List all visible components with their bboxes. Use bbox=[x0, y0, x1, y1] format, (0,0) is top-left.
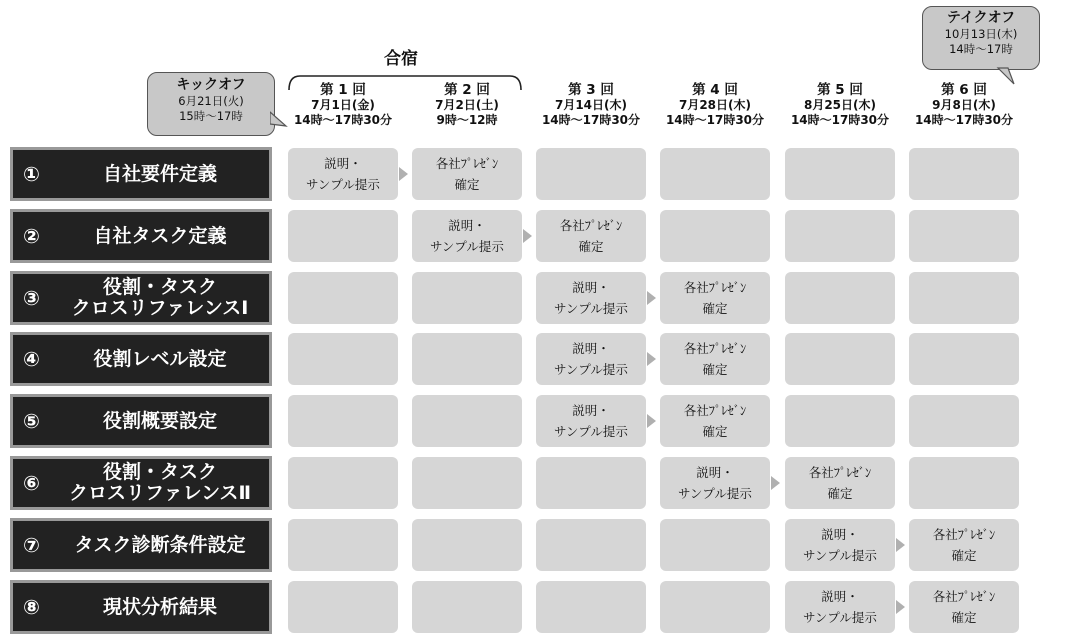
row-label-3 bbox=[10, 271, 272, 325]
empty-cell bbox=[536, 148, 646, 200]
session-name: 第 2 回 bbox=[444, 82, 490, 98]
row-title: 役割・タスク クロスリファレンスⅠ bbox=[71, 276, 249, 319]
flow-arrow-icon bbox=[647, 291, 656, 305]
explain-sample-cell: 説明・ サンプル提示 bbox=[660, 457, 770, 509]
empty-cell bbox=[288, 272, 398, 324]
session-time: 14時～17時30分 bbox=[790, 113, 890, 127]
row-title: 自社タスク定義 bbox=[93, 224, 227, 247]
session-name: 第 1 回 bbox=[320, 82, 366, 98]
empty-cell bbox=[536, 457, 646, 509]
presentation-confirm-cell: 各社ﾌﾟﾚｾﾞﾝ 確定 bbox=[909, 519, 1019, 571]
session-header-6 bbox=[903, 82, 1025, 128]
empty-cell bbox=[909, 333, 1019, 385]
row-label-6 bbox=[10, 456, 272, 510]
empty-cell bbox=[785, 272, 895, 324]
explain-sample-cell: 説明・ サンプル提示 bbox=[785, 581, 895, 633]
empty-cell bbox=[909, 272, 1019, 324]
row-label-2 bbox=[10, 209, 272, 263]
session-date: 7月14日(木) bbox=[554, 98, 628, 112]
row-title: 現状分析結果 bbox=[102, 595, 217, 618]
session-header-2 bbox=[406, 82, 528, 128]
row-title: 役割・タスク クロスリファレンスⅡ bbox=[68, 461, 252, 504]
empty-cell bbox=[288, 333, 398, 385]
session-date: 8月25日(木) bbox=[803, 98, 877, 112]
flow-arrow-icon bbox=[647, 414, 656, 428]
empty-cell bbox=[909, 395, 1019, 447]
session-name: 第 6 回 bbox=[941, 82, 987, 98]
row-number: ① bbox=[23, 162, 40, 186]
empty-cell bbox=[412, 519, 522, 571]
session-name: 第 3 回 bbox=[568, 82, 614, 98]
empty-cell bbox=[288, 457, 398, 509]
session-name: 第 5 回 bbox=[817, 82, 863, 98]
session-time: 14時～17時30分 bbox=[914, 113, 1014, 127]
presentation-confirm-cell: 各社ﾌﾟﾚｾﾞﾝ 確定 bbox=[785, 457, 895, 509]
empty-cell bbox=[785, 148, 895, 200]
explain-sample-cell: 説明・ サンプル提示 bbox=[288, 148, 398, 200]
explain-sample-cell: 説明・ サンプル提示 bbox=[412, 210, 522, 262]
empty-cell bbox=[412, 272, 522, 324]
empty-cell bbox=[785, 333, 895, 385]
row-label-4 bbox=[10, 332, 272, 386]
empty-cell bbox=[412, 395, 522, 447]
empty-cell bbox=[288, 395, 398, 447]
session-time: 14時～17時30分 bbox=[541, 113, 641, 127]
kickoff-title: キックオフ bbox=[176, 77, 246, 93]
empty-cell bbox=[785, 210, 895, 262]
row-number: ② bbox=[23, 224, 40, 248]
gasshuku-label: 合宿 bbox=[384, 49, 418, 69]
session-date: 7月1日(金) bbox=[311, 98, 375, 112]
presentation-confirm-cell: 各社ﾌﾟﾚｾﾞﾝ 確定 bbox=[909, 581, 1019, 633]
presentation-confirm-cell: 各社ﾌﾟﾚｾﾞﾝ 確定 bbox=[660, 272, 770, 324]
session-header-4 bbox=[654, 82, 776, 128]
row-title: 役割レベル設定 bbox=[93, 347, 227, 370]
row-number: ④ bbox=[23, 347, 40, 371]
session-header-5 bbox=[779, 82, 901, 128]
takeoff-title: テイクオフ bbox=[946, 10, 1016, 26]
flow-arrow-icon bbox=[399, 167, 408, 181]
empty-cell bbox=[660, 581, 770, 633]
empty-cell bbox=[909, 210, 1019, 262]
row-number: ③ bbox=[23, 286, 40, 310]
flow-arrow-icon bbox=[771, 476, 780, 490]
presentation-confirm-cell: 各社ﾌﾟﾚｾﾞﾝ 確定 bbox=[660, 395, 770, 447]
session-date: 7月2日(土) bbox=[435, 98, 499, 112]
presentation-confirm-cell: 各社ﾌﾟﾚｾﾞﾝ 確定 bbox=[412, 148, 522, 200]
row-title: 自社要件定義 bbox=[102, 162, 217, 185]
row-label-7 bbox=[10, 518, 272, 572]
session-time: 9時～12時 bbox=[436, 113, 498, 127]
session-name: 第 4 回 bbox=[692, 82, 738, 98]
session-time: 14時～17時30分 bbox=[293, 113, 393, 127]
explain-sample-cell: 説明・ サンプル提示 bbox=[785, 519, 895, 571]
kickoff-date: 6月21日(火) bbox=[178, 94, 244, 108]
flow-arrow-icon bbox=[896, 600, 905, 614]
session-time: 14時～17時30分 bbox=[665, 113, 765, 127]
session-date: 7月28日(木) bbox=[678, 98, 752, 112]
empty-cell bbox=[909, 457, 1019, 509]
kickoff-callout bbox=[147, 72, 275, 136]
row-number: ⑧ bbox=[23, 595, 40, 619]
kickoff-time: 15時～17時 bbox=[179, 109, 243, 123]
explain-sample-cell: 説明・ サンプル提示 bbox=[536, 333, 646, 385]
empty-cell bbox=[909, 148, 1019, 200]
row-label-1 bbox=[10, 147, 272, 201]
explain-sample-cell: 説明・ サンプル提示 bbox=[536, 395, 646, 447]
empty-cell bbox=[412, 457, 522, 509]
empty-cell bbox=[536, 519, 646, 571]
empty-cell bbox=[660, 210, 770, 262]
row-number: ⑥ bbox=[23, 471, 40, 495]
row-number: ⑦ bbox=[23, 533, 40, 557]
flow-arrow-icon bbox=[523, 229, 532, 243]
row-number: ⑤ bbox=[23, 409, 40, 433]
row-title: タスク診断条件設定 bbox=[74, 533, 246, 556]
takeoff-callout bbox=[922, 6, 1040, 70]
flow-arrow-icon bbox=[647, 352, 656, 366]
empty-cell bbox=[288, 210, 398, 262]
empty-cell bbox=[660, 148, 770, 200]
empty-cell bbox=[288, 581, 398, 633]
flow-arrow-icon bbox=[896, 538, 905, 552]
session-header-3 bbox=[530, 82, 652, 128]
explain-sample-cell: 説明・ サンプル提示 bbox=[536, 272, 646, 324]
session-date: 9月8日(木) bbox=[932, 98, 996, 112]
row-label-5 bbox=[10, 394, 272, 448]
empty-cell bbox=[785, 395, 895, 447]
presentation-confirm-cell: 各社ﾌﾟﾚｾﾞﾝ 確定 bbox=[536, 210, 646, 262]
empty-cell bbox=[660, 519, 770, 571]
presentation-confirm-cell: 各社ﾌﾟﾚｾﾞﾝ 確定 bbox=[660, 333, 770, 385]
session-header-1 bbox=[282, 82, 404, 128]
takeoff-date: 10月13日(木) bbox=[944, 27, 1018, 41]
empty-cell bbox=[288, 519, 398, 571]
row-label-8 bbox=[10, 580, 272, 634]
empty-cell bbox=[536, 581, 646, 633]
empty-cell bbox=[412, 333, 522, 385]
row-title: 役割概要設定 bbox=[102, 409, 217, 432]
takeoff-time: 14時～17時 bbox=[949, 42, 1013, 56]
empty-cell bbox=[412, 581, 522, 633]
